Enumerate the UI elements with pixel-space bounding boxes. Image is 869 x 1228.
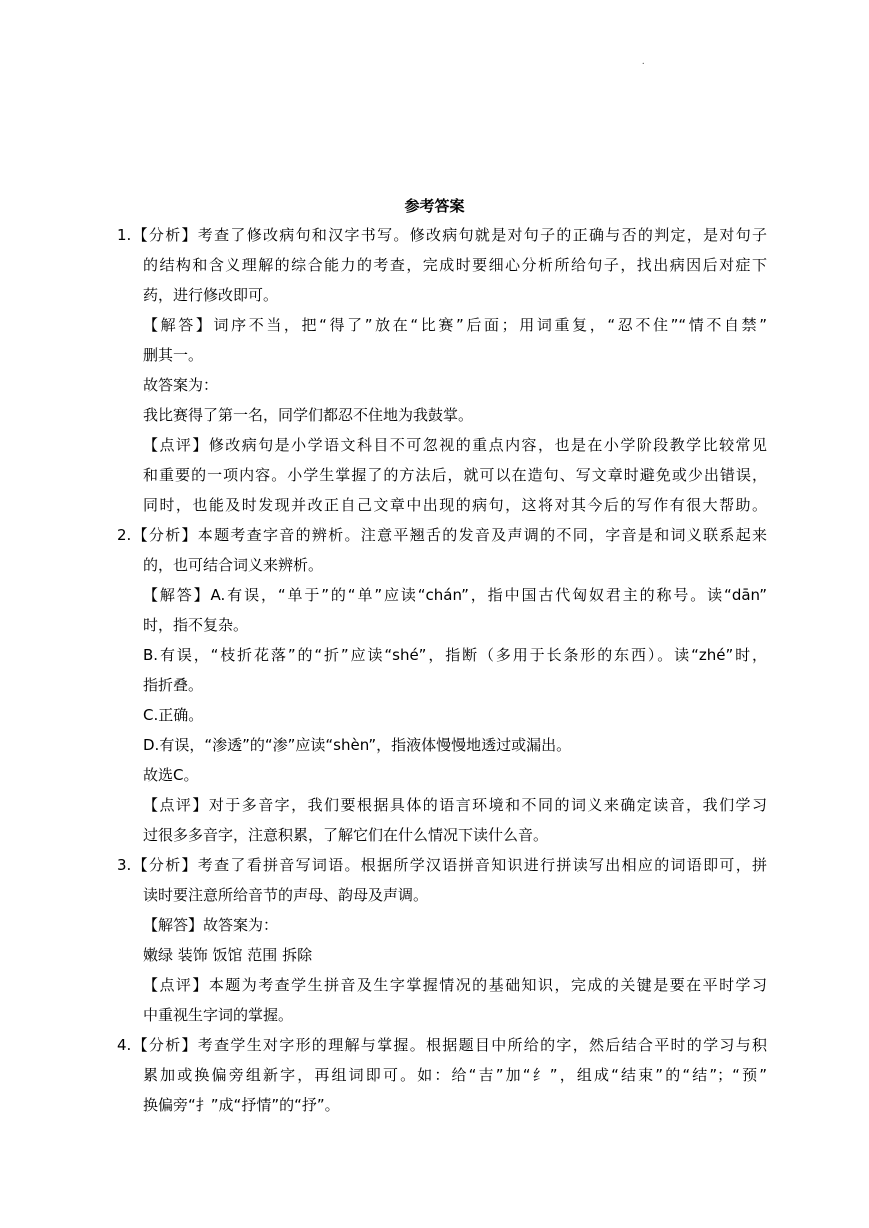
text-line: 【解答】词序不当，把“得了”放在“比赛”后面；用词重复，“忍不住”“情不自禁” [143,316,767,334]
answer-body [117,220,767,1120]
text-line: 我比赛得了第一名，同学们都忍不住地为我鼓掌。 [143,406,474,424]
text-line: 【解答】A.有误，“单于”的“单”应读“chán”，指中国古代匈奴君主的称号。读“dān” [143,586,767,604]
text-line: 2.【分析】本题考查字音的辨析。注意平翘舌的发音及声调的不同，字音是和词义联系起来 [117,526,767,544]
text-line: 读时要注意所给音节的声母、韵母及声调。 [143,886,429,904]
page-title: 参考答案 [404,197,465,215]
text-line: 【点评】对于多音字，我们要根据具体的语言环境和不同的词义来确定读音，我们学习 [143,796,767,814]
header-dot: . [642,56,645,67]
text-line: 【解答】故答案为： [143,916,279,934]
text-line: 【点评】本题为考查学生拼音及生字掌握情况的基础知识，完成的关键是要在平时学习 [143,976,767,994]
text-line: 时，指不复杂。 [143,616,249,634]
text-line: 的结构和含义理解的综合能力的考查，完成时要细心分析所给句子，找出病因后对症下 [143,256,767,274]
text-line: 换偏旁“扌”成“抒情”的“抒”。 [143,1096,340,1114]
text-line: 故答案为： [143,376,219,394]
text-line: 【点评】修改病句是小学语文科目不可忽视的重点内容，也是在小学阶段教学比较常见 [143,436,767,454]
text-line: 4.【分析】考查学生对字形的理解与掌握。根据题目中所给的字，然后结合平时的学习与积 [117,1036,767,1054]
text-line: 中重视生字词的掌握。 [143,1006,294,1024]
text-line: C.正确。 [143,706,204,724]
text-line: 指折叠。 [143,676,204,694]
text-line: 和重要的一项内容。小学生掌握了的方法后，就可以在造句、写文章时避免或少出错误， [143,466,767,484]
text-line: 同时，也能及时发现并改正自己文章中出现的病句，这将对其今后的写作有很大帮助。 [143,496,767,514]
text-line: D.有误，“渗透”的“渗”应读“shèn”，指液体慢慢地透过或漏出。 [143,736,572,754]
text-line: 过很多多音字，注意积累，了解它们在什么情况下读什么音。 [143,826,549,844]
text-line: 药，进行修改即可。 [143,286,279,304]
text-line: 故选C。 [143,766,199,784]
text-line: 的，也可结合词义来辨析。 [143,556,324,574]
text-line: 嫩绿 装饰 饭馆 范围 拆除 [143,946,313,964]
text-line: 1.【分析】考查了修改病句和汉字书写。修改病句就是对句子的正确与否的判定，是对句子 [117,226,767,244]
text-line: 删其一。 [143,346,204,364]
text-line: 3.【分析】考查了看拼音写词语。根据所学汉语拼音知识进行拼读写出相应的词语即可，拼 [117,856,767,874]
text-line: 累加或换偏旁组新字，再组词即可。如：给“吉”加“纟”，组成“结束”的“结”；“预” [143,1066,767,1084]
text-line: B.有误，“枝折花落”的“折”应读“shé”，指断（多用于长条形的东西）。读“zhé”时， [143,646,767,664]
